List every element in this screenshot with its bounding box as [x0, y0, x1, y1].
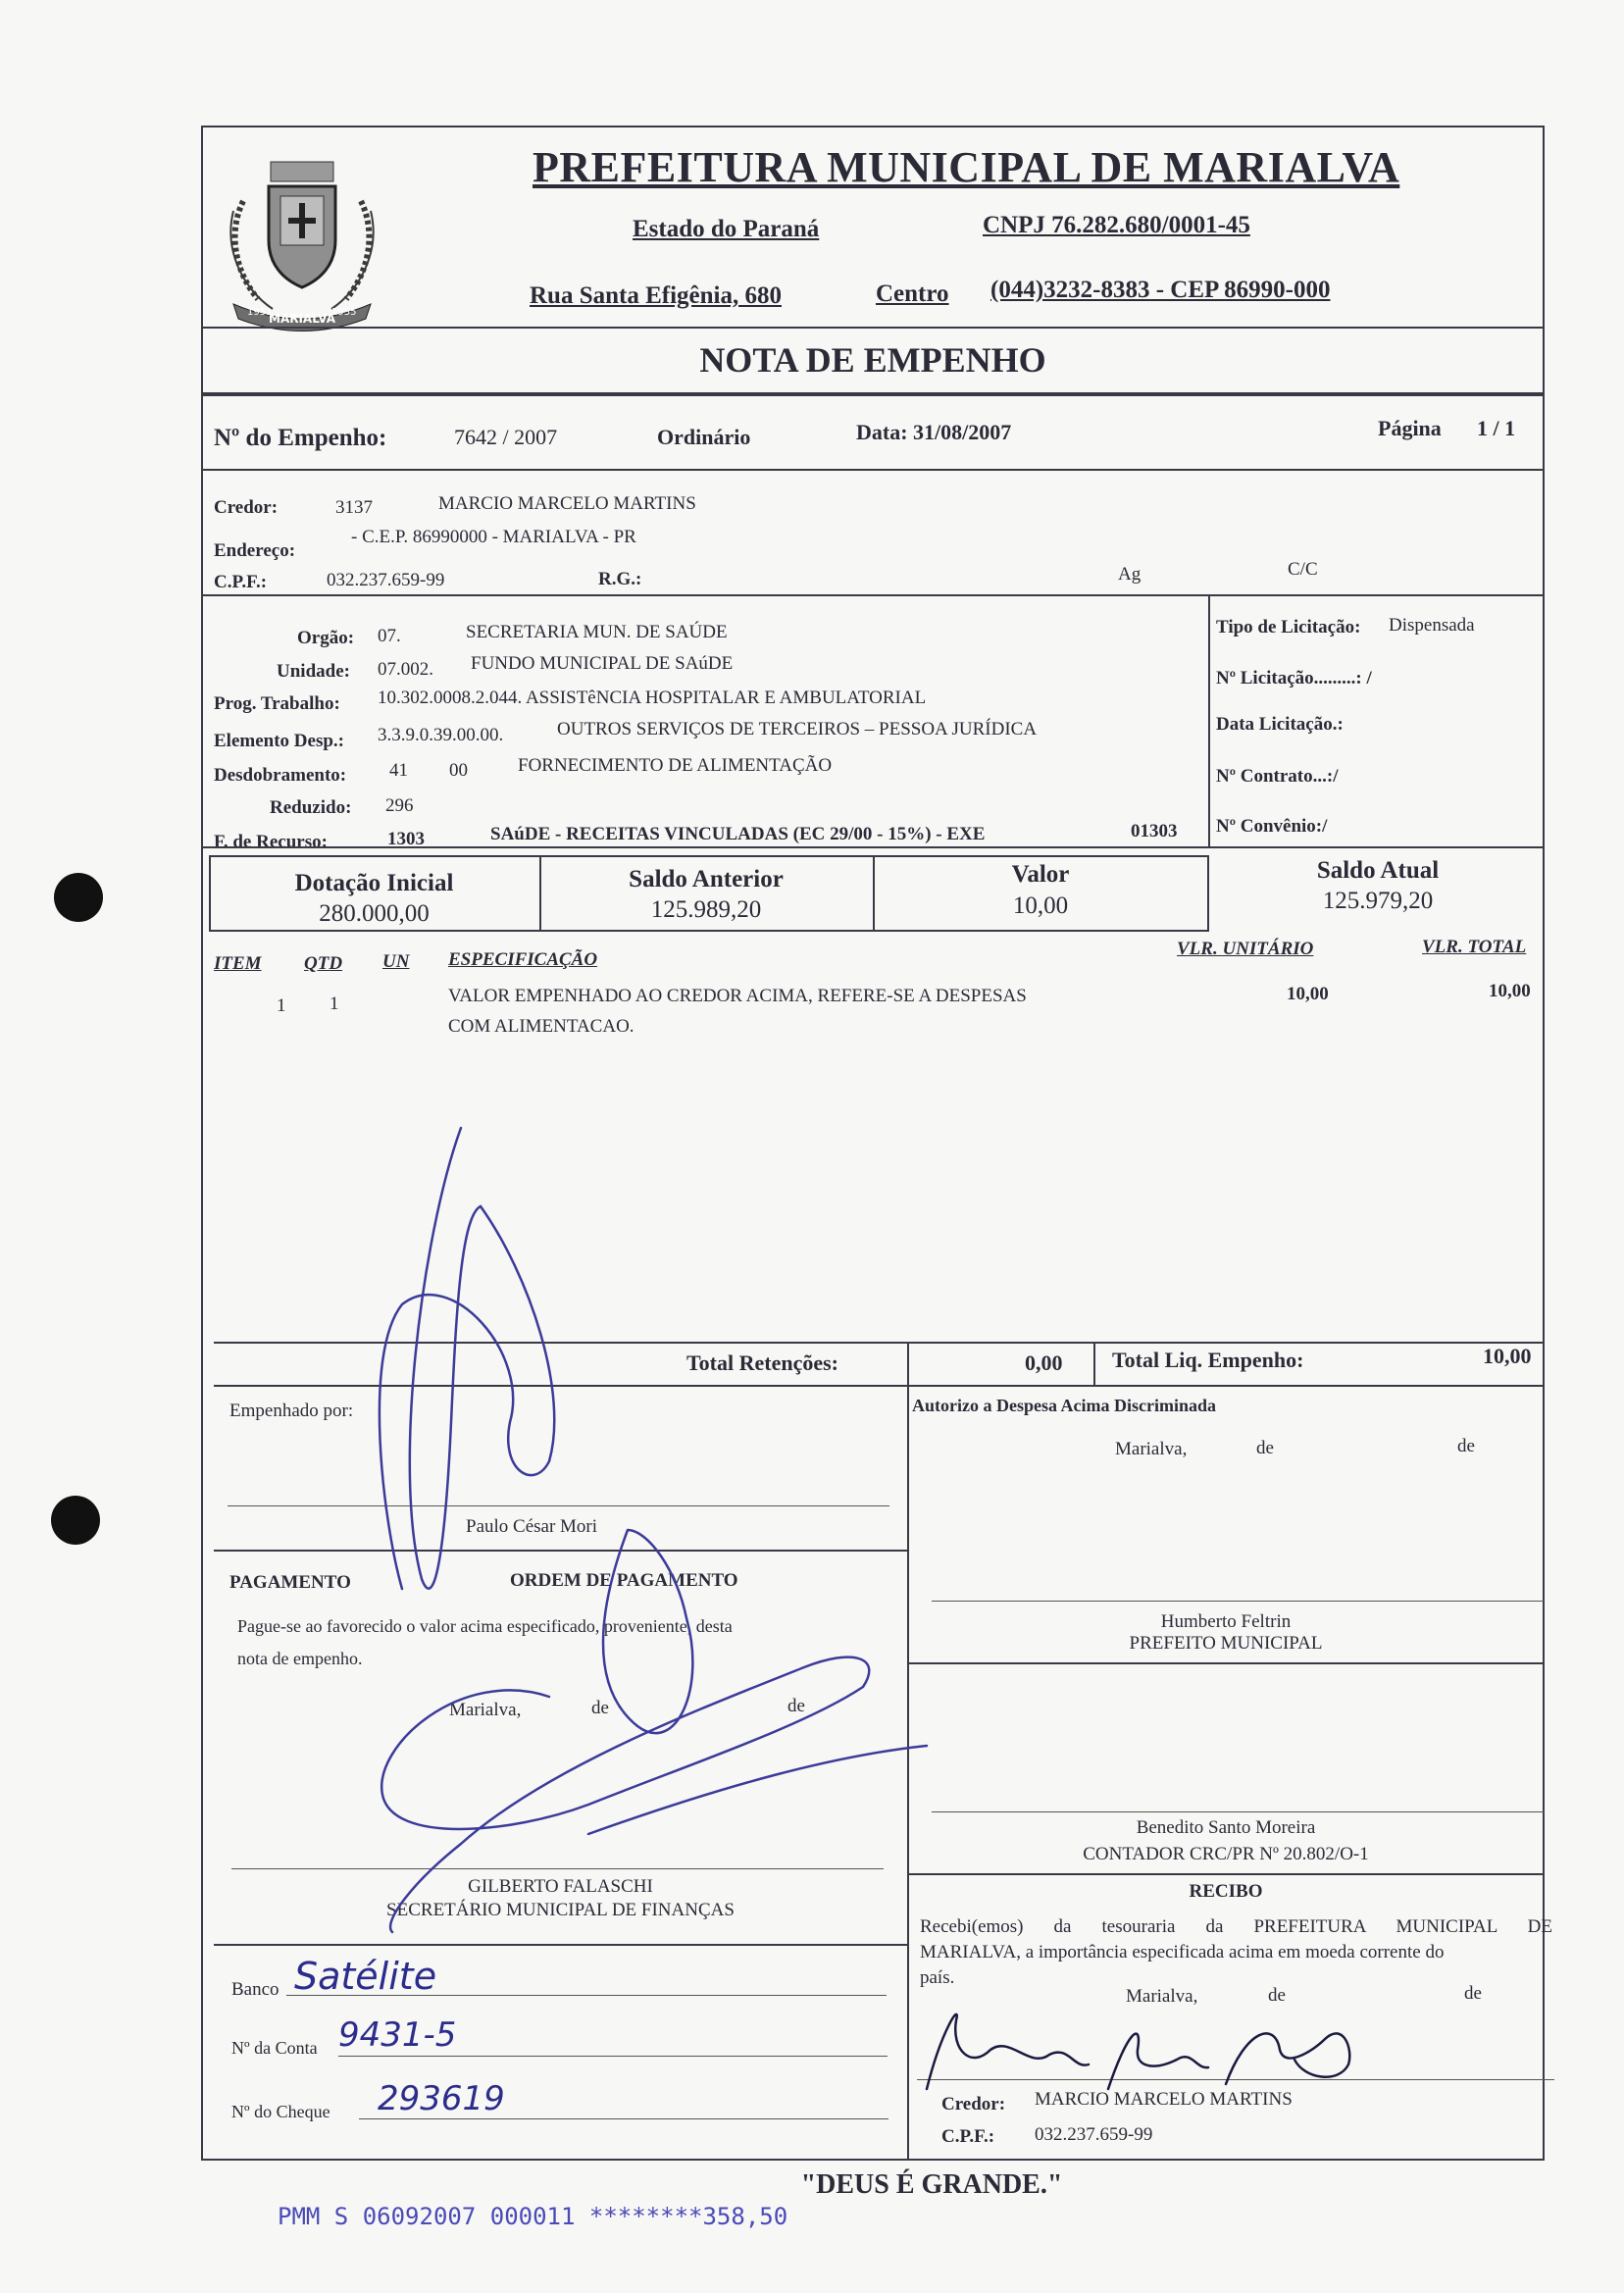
prog-value: 10.302.0008.2.044. ASSISTêNCIA HOSPITALAR E AMBULATORIAL — [378, 688, 927, 708]
orgao-value: SECRETARIA MUN. DE SAÚDE — [466, 622, 728, 642]
header-district: Centro — [876, 280, 949, 307]
total-liquido-value: 10,00 — [1483, 1344, 1532, 1368]
row-item: 1 — [277, 995, 286, 1016]
col-header-especificacao: ESPECIFICAÇÃO — [448, 949, 598, 970]
recibo-de-2: de — [1464, 1983, 1482, 2004]
credor-name: MARCIO MARCELO MARTINS — [438, 493, 696, 514]
orgao-label: Orgão: — [297, 628, 355, 648]
cpf-label: C.P.F.: — [214, 572, 268, 592]
saldo-anterior-value: 125.989,20 — [650, 896, 762, 923]
secretario-title: SECRETÁRIO MUNICIPAL DE FINANÇAS — [386, 1900, 735, 1920]
desdobramento-a: 41 — [389, 760, 408, 781]
payment-de-2: de — [787, 1696, 805, 1716]
col-header-vlr-unitario: VLR. UNITÁRIO — [1177, 939, 1314, 959]
cheque-value: 293619 — [378, 2079, 505, 2118]
total-retencoes-label: Total Retenções: — [686, 1350, 838, 1375]
pague-text-line1: Pague-se ao favorecido o valor acima especificado, proveniente, desta — [237, 1616, 733, 1636]
cc-label: C/C — [1288, 559, 1318, 580]
recibo-de-1: de — [1268, 1985, 1286, 2006]
prog-label: Prog. Trabalho: — [214, 693, 340, 714]
header-cnpj: CNPJ 76.282.680/0001-45 — [983, 212, 1250, 238]
contador-title: CONTADOR CRC/PR Nº 20.802/O-1 — [1083, 1844, 1369, 1864]
address-label: Endereço: — [214, 540, 296, 561]
unidade-label: Unidade: — [277, 661, 350, 682]
empenho-number-label: Nº do Empenho: — [214, 425, 387, 451]
crest-year-left: 1951 — [247, 307, 273, 318]
desdobramento-label: Desdobramento: — [214, 765, 347, 786]
empenhado-por-label: Empenhado por: — [229, 1401, 354, 1421]
payment-stamp: PMM S 06092007 000011 ********358,50 — [278, 2203, 788, 2230]
recurso-code2: 01303 — [1131, 821, 1178, 841]
empenhado-por-name: Paulo César Mori — [466, 1516, 598, 1537]
saldo-anterior-label: Saldo Anterior — [629, 866, 784, 892]
saldo-atual-label: Saldo Atual — [1316, 857, 1440, 884]
empenho-type: Ordinário — [657, 425, 751, 449]
col-header-vlr-total: VLR. TOTAL — [1422, 937, 1527, 957]
prefeito-title: PREFEITO MUNICIPAL — [1129, 1633, 1323, 1654]
unidade-value: FUNDO MUNICIPAL DE SAúDE — [471, 653, 734, 674]
row-unit-value: 10,00 — [1287, 984, 1329, 1004]
conta-label: Nº da Conta — [231, 2038, 318, 2058]
prefeito-name: Humberto Feltrin — [1160, 1611, 1292, 1632]
recibo-cpf-value: 032.237.659-99 — [1035, 2124, 1153, 2145]
rg-label: R.G.: — [598, 569, 642, 589]
row-desc-line2: COM ALIMENTACAO. — [448, 1016, 634, 1037]
total-retencoes-value: 0,00 — [1025, 1350, 1063, 1375]
recibo-label: RECIBO — [1189, 1881, 1263, 1902]
page-number: 1 / 1 — [1477, 416, 1516, 440]
valor-label: Valor — [1011, 861, 1070, 888]
autorizo-city: Marialva, — [1115, 1439, 1188, 1459]
credor-code: 3137 — [335, 497, 373, 518]
recurso-code: 1303 — [387, 829, 425, 849]
empenho-number: 7642 / 2007 — [454, 425, 558, 449]
recibo-text-line3: país. — [920, 1967, 955, 1988]
col-header-un: UN — [382, 951, 410, 972]
row-total-value: 10,00 — [1489, 981, 1531, 1001]
pague-text-line2: nota de empenho. — [237, 1649, 363, 1668]
elemento-value: OUTROS SERVIÇOS DE TERCEIROS – PESSOA JURÍDICA — [557, 719, 1038, 739]
recurso-label: F. de Recurso: — [214, 832, 328, 852]
desdobramento-b: 00 — [449, 760, 468, 781]
data-licitacao: Data Licitação.: — [1216, 714, 1344, 735]
recibo-text-line1: Recebi(emos) da tesouraria da PREFEITURA MUNICIPAL DE — [920, 1916, 1552, 1937]
crest-banner-text: MARIALVA — [269, 312, 335, 326]
tipo-licitacao-label: Tipo de Licitação: — [1216, 617, 1361, 637]
cheque-label: Nº do Cheque — [231, 2102, 330, 2121]
recibo-cpf-label: C.P.F.: — [941, 2126, 995, 2147]
total-liquido-label: Total Liq. Empenho: — [1112, 1348, 1304, 1372]
banco-label: Banco — [231, 1979, 279, 2000]
crest-year-right: 1955 — [331, 307, 357, 318]
header-street: Rua Santa Efigênia, 680 — [530, 282, 782, 309]
motto: "DEUS É GRANDE." — [800, 2169, 1063, 2200]
dotacao-value: 280.000,00 — [319, 900, 430, 927]
secretario-name: GILBERTO FALASCHI — [468, 1876, 653, 1897]
elemento-code: 3.3.9.0.39.00.00. — [378, 725, 504, 745]
cpf-value: 032.237.659-99 — [327, 570, 445, 590]
row-qtd: 1 — [330, 994, 339, 1014]
col-header-item: ITEM — [214, 953, 262, 974]
autorizo-label: Autorizo a Despesa Acima Discriminada — [912, 1396, 1216, 1415]
orgao-code: 07. — [378, 626, 401, 646]
ag-label: Ag — [1118, 564, 1142, 585]
header-phone-cep: (044)3232-8383 - CEP 86990-000 — [990, 277, 1331, 303]
autorizo-de-2: de — [1457, 1436, 1475, 1456]
row-desc-line1: VALOR EMPENHADO AO CREDOR ACIMA, REFERE-SE A DESPESAS — [448, 986, 1027, 1006]
unidade-code: 07.002. — [378, 659, 433, 680]
saldo-atual-value: 125.979,20 — [1322, 888, 1434, 914]
reduzido-value: 296 — [385, 795, 414, 816]
payment-city: Marialva, — [449, 1700, 522, 1720]
reduzido-label: Reduzido: — [270, 797, 352, 818]
desdobramento-value: FORNECIMENTO DE ALIMENTAÇÃO — [518, 755, 833, 776]
recibo-credor-name: MARCIO MARCELO MARTINS — [1035, 2089, 1293, 2110]
tipo-licitacao-value: Dispensada — [1389, 615, 1475, 636]
recibo-city: Marialva, — [1126, 1986, 1198, 2007]
numero-convenio: Nº Convênio:/ — [1216, 816, 1328, 837]
contador-name: Benedito Santo Moreira — [1136, 1817, 1316, 1838]
recibo-text-line2: MARIALVA, a importância especificada acima em moeda corrente do — [920, 1942, 1445, 1962]
address-value: - C.E.P. 86990000 - MARIALVA - PR — [351, 527, 636, 547]
pagamento-label: PAGAMENTO — [229, 1572, 351, 1593]
elemento-label: Elemento Desp.: — [214, 731, 344, 751]
numero-contrato: Nº Contrato...:/ — [1216, 766, 1339, 787]
col-header-qtd: QTD — [304, 953, 343, 974]
payment-de-1: de — [591, 1698, 609, 1718]
page-label: Página — [1378, 416, 1442, 440]
document-title: NOTA DE EMPENHO — [699, 340, 1046, 380]
dotacao-label: Dotação Inicial — [294, 870, 454, 896]
recurso-value: SAúDE - RECEITAS VINCULADAS (EC 29/00 - 15%) - EXE — [490, 824, 986, 844]
header-title: PREFEITURA MUNICIPAL DE MARIALVA — [533, 143, 1400, 191]
valor-value: 10,00 — [1012, 892, 1069, 919]
banco-value: Satélite — [294, 1955, 437, 1998]
conta-value: 9431-5 — [338, 2015, 457, 2055]
recibo-credor-label: Credor: — [941, 2094, 1006, 2115]
credor-label: Credor: — [214, 497, 279, 518]
header-state: Estado do Paraná — [633, 216, 820, 242]
ordem-pagamento-label: ORDEM DE PAGAMENTO — [510, 1570, 738, 1591]
empenho-date: Data: 31/08/2007 — [856, 420, 1012, 444]
autorizo-de-1: de — [1256, 1438, 1274, 1458]
numero-licitacao: Nº Licitação.........: / — [1216, 668, 1372, 688]
